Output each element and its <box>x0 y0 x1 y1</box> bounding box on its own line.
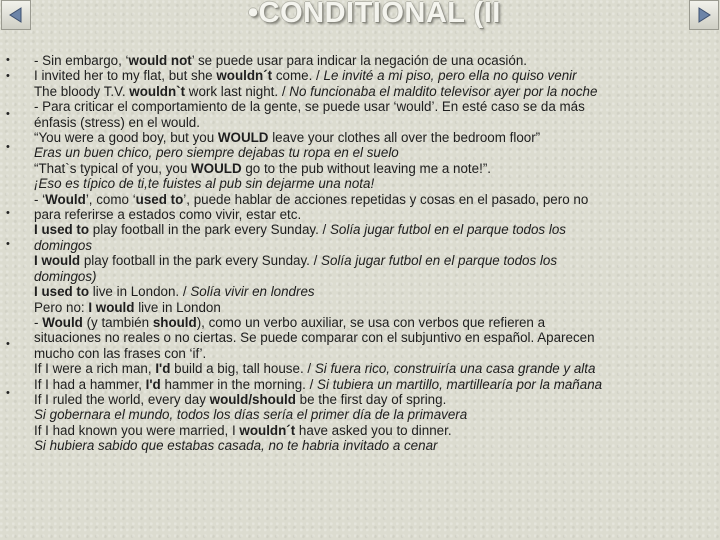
italic-text: Solía vivir en londres <box>190 284 315 300</box>
bold-text: I would <box>88 299 135 315</box>
italic-text: Si gobernara el mundo, todos los días sería el primer día de la primavera <box>34 407 468 423</box>
text-segment: ), como un verbo auxiliar, se usa con verbos que refieren a <box>196 314 546 330</box>
bullet-marker: • <box>6 108 10 120</box>
text-line <box>34 377 714 392</box>
bullet-marker: • <box>6 54 10 66</box>
bold-text: wouldn´t <box>216 68 273 84</box>
text-segment: mucho con las frases con ‘if’. <box>34 345 207 361</box>
previous-slide-button[interactable] <box>1 0 31 30</box>
text-line <box>34 192 714 207</box>
bold-text: I'd <box>155 361 171 377</box>
bullet-marker: • <box>6 238 10 250</box>
text-line <box>34 84 714 99</box>
italic-text: Si hubiera sabido que estabas casada, no te habria invitado a cenar <box>34 438 438 454</box>
text-segment: play football in the park every Sunday. / <box>89 222 330 238</box>
text-line <box>34 238 714 253</box>
text-segment: I invited her to my flat, but she <box>34 68 217 84</box>
text-segment: leave your clothes all over the bedroom floor” <box>268 130 541 146</box>
text-line <box>34 392 714 407</box>
text-line <box>34 346 714 361</box>
text-segment: work last night. / <box>185 83 290 99</box>
italic-text: Le invité a mi piso, pero ella no quiso venir <box>323 68 577 84</box>
italic-text: Solía jugar futbol en el parque todos los <box>321 253 558 269</box>
text-segment: - <box>34 314 43 330</box>
triangle-left-icon <box>6 5 26 25</box>
italic-text: Si tubiera un martillo, martillearía por la mañana <box>317 376 603 392</box>
bold-text: Would <box>42 314 83 330</box>
text-segment: - Sin embargo, ‘ <box>34 53 129 68</box>
text-line <box>34 269 714 284</box>
slide-title: •CONDITIONAL (II <box>248 0 501 29</box>
bold-text: should <box>152 314 197 330</box>
text-line <box>34 176 714 191</box>
bold-text: WOULD <box>191 160 242 176</box>
text-line <box>34 222 714 237</box>
bullet-marker: • <box>6 70 10 82</box>
text-line <box>34 115 714 130</box>
text-line <box>34 253 714 268</box>
text-line <box>34 423 714 438</box>
bold-text: would/should <box>209 391 296 407</box>
text-segment: “You were a good boy, but you <box>34 130 218 146</box>
bold-text: I used to <box>34 222 90 238</box>
text-segment: If I had known you were married, I <box>34 422 240 438</box>
text-segment: ’ se puede usar para indicar la negación de una ocasión. <box>191 53 527 68</box>
text-segment: come. / <box>272 68 324 84</box>
text-segment: If I ruled the world, every day <box>34 391 210 407</box>
bullet-marker: • <box>6 338 10 350</box>
text-segment: If I had a hammer, <box>34 376 146 392</box>
text-line <box>34 330 714 345</box>
bold-text: wouldn´t <box>239 422 296 438</box>
text-segment: The bloody T.V. <box>34 83 130 99</box>
bold-text: Would <box>45 191 86 207</box>
bold-text: used to <box>135 191 184 207</box>
slide-body-text <box>34 53 714 454</box>
triangle-right-icon <box>694 5 714 25</box>
text-segment: para referirse a estados como vivir, estar etc. <box>34 207 302 223</box>
bold-text: would not <box>128 53 192 68</box>
italic-text: domingos) <box>34 268 97 284</box>
text-line <box>34 161 714 176</box>
text-segment: build a big, tall house. / <box>170 361 315 377</box>
text-segment: have asked you to dinner. <box>295 422 452 438</box>
italic-text: No funcionaba el maldito televisor ayer por la noche <box>289 83 598 99</box>
text-line <box>34 361 714 376</box>
text-line <box>34 315 714 330</box>
text-line <box>34 438 714 453</box>
text-line <box>34 145 714 160</box>
text-line <box>34 284 714 299</box>
text-segment: énfasis (stress) en el would. <box>34 114 200 130</box>
text-segment: - ‘ <box>34 191 46 207</box>
text-segment: play football in the park every Sunday. / <box>80 253 322 269</box>
text-line <box>34 99 714 114</box>
text-segment: live in London <box>134 299 221 315</box>
text-line <box>34 130 714 145</box>
bold-text: I would <box>34 253 81 269</box>
text-segment: “That`s typical of you, you <box>34 160 192 176</box>
bold-text: I'd <box>145 376 161 392</box>
text-segment: go to the pub without leaving me a note!”. <box>241 160 491 176</box>
text-segment: If I were a rich man, <box>34 361 156 377</box>
text-segment: hammer in the morning. / <box>160 376 318 392</box>
italic-text: domingos <box>34 237 93 253</box>
next-slide-button[interactable] <box>689 0 719 30</box>
text-segment: ’, puede hablar de acciones repetidas y cosas en el pasado, pero no <box>183 191 589 207</box>
italic-text: Si fuera rico, construiría una casa grande y alta <box>314 361 596 377</box>
text-segment: live in London. / <box>89 284 191 300</box>
italic-text: Solía jugar futbol en el parque todos los <box>329 222 566 238</box>
text-line <box>34 207 714 222</box>
italic-text: Eras un buen chico, pero siempre dejabas tu ropa en el suelo <box>34 145 399 161</box>
text-line <box>34 68 714 83</box>
bold-text: wouldn`t <box>129 83 186 99</box>
text-segment: situaciones no reales o no ciertas. Se puede comparar con el subjuntivo en español. Aparecen <box>34 330 595 346</box>
bold-text: WOULD <box>217 130 269 146</box>
text-line <box>34 407 714 422</box>
bullet-marker: • <box>6 207 10 219</box>
text-segment: (y también <box>82 314 153 330</box>
text-line <box>34 53 714 68</box>
text-line <box>34 300 714 315</box>
bullet-marker: • <box>6 141 10 153</box>
italic-text: ¡Eso es típico de ti,te fuistes al pub sin dejarme una nota! <box>34 176 375 192</box>
text-segment: be the first day of spring. <box>295 391 447 407</box>
text-segment: ’, como ‘ <box>85 191 136 207</box>
bullet-marker: • <box>6 387 10 399</box>
text-segment: Pero no: <box>34 299 89 315</box>
bold-text: I used to <box>34 284 90 300</box>
text-segment: - Para criticar el comportamiento de la gente, se puede usar ‘would’. En esté caso se da más <box>34 99 585 115</box>
